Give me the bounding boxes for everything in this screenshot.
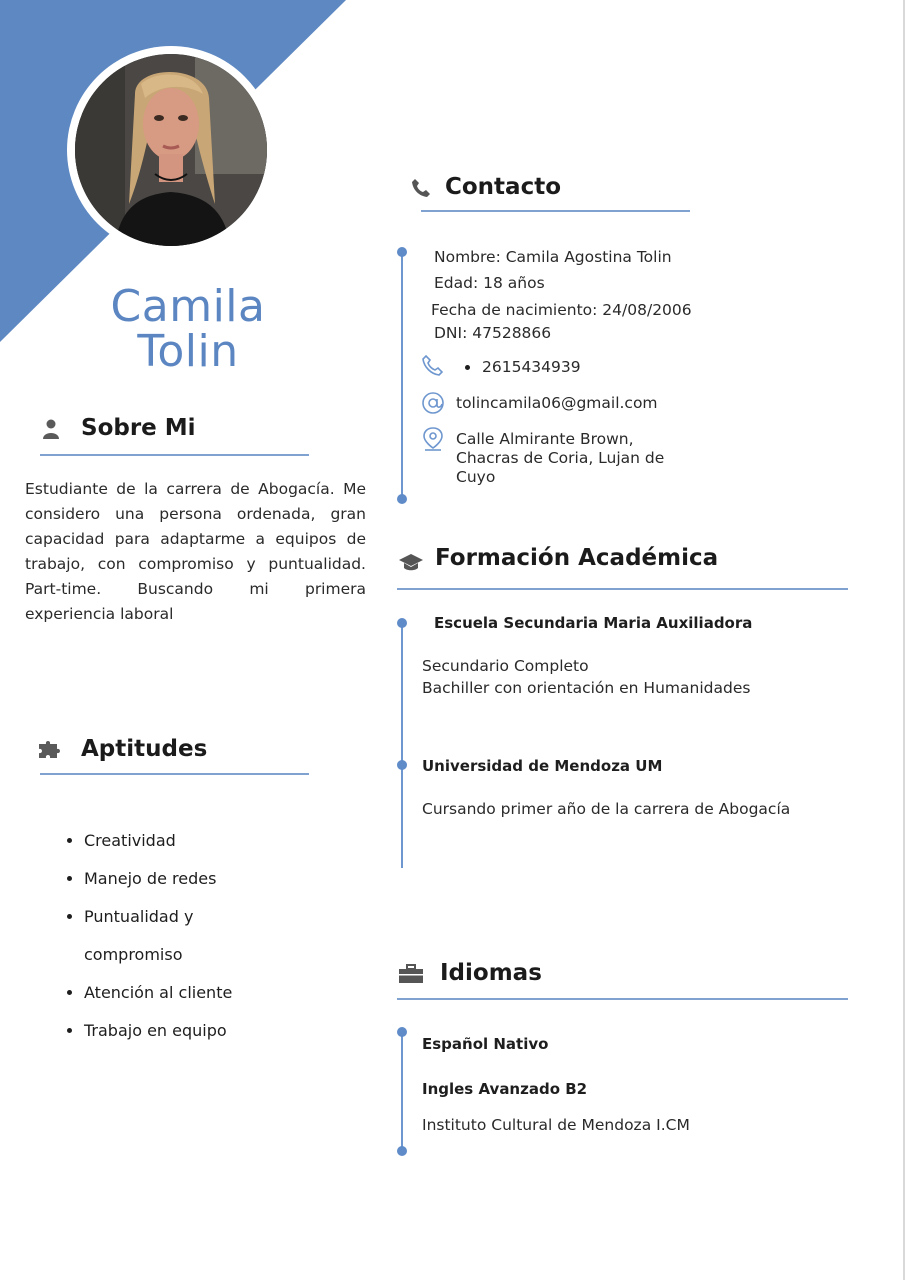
contact-timeline <box>401 252 403 499</box>
skill-item: • Manejo de redes <box>84 860 384 898</box>
phone-outline-icon <box>420 353 446 379</box>
skill-item: • Puntualidad y compromiso <box>84 898 234 974</box>
contact-dni: DNI: 47528866 <box>434 324 552 342</box>
about-text: Estudiante de la carrera de Abogacía. Me considero una persona ordenada, gran capacidad para adaptarme a equipos de trabajo, con compromiso y puntualidad. Part-time. Buscando mi primera experiencia laboral <box>25 480 366 623</box>
phone-bullet <box>465 365 470 370</box>
timeline-dot <box>397 1027 407 1037</box>
contact-rule <box>421 210 690 212</box>
last-name: Tolin <box>137 326 239 377</box>
location-pin-icon <box>420 425 446 453</box>
about-title: Sobre Mi <box>81 415 196 441</box>
languages-title: Idiomas <box>440 960 542 986</box>
skill-item: • Atención al cliente <box>84 974 384 1012</box>
education-school: Escuela Secundaria Maria Auxiliadora <box>434 614 753 632</box>
contact-address-line2: Chacras de Coria, Lujan de <box>456 449 665 467</box>
education-detail: Secundario Completo <box>422 657 589 675</box>
education-school: Universidad de Mendoza UM <box>422 757 663 775</box>
education-detail: Cursando primer año de la carrera de Abogacía <box>422 800 791 818</box>
timeline-dot <box>397 494 407 504</box>
education-rule <box>397 588 848 590</box>
at-sign-icon <box>420 390 446 416</box>
contact-name: Nombre: Camila Agostina Tolin <box>434 248 672 266</box>
languages-timeline <box>401 1032 403 1151</box>
timeline-dot <box>397 1146 407 1156</box>
skill-item: • Creatividad <box>84 822 384 860</box>
timeline-dot <box>397 760 407 770</box>
language-item: Ingles Avanzado B2 <box>422 1080 588 1098</box>
contact-phone[interactable]: 2615434939 <box>482 358 581 376</box>
skills-rule <box>40 773 309 775</box>
contact-birthdate: Fecha de nacimiento: 24/08/2006 <box>431 301 692 319</box>
contact-email[interactable]: tolincamila06@gmail.com <box>456 394 658 412</box>
skills-title: Aptitudes <box>81 736 208 762</box>
briefcase-icon <box>397 962 425 986</box>
language-item: Español Nativo <box>422 1035 549 1053</box>
skill-item: • Trabajo en equipo <box>84 1012 384 1050</box>
contact-title: Contacto <box>445 174 561 200</box>
graduation-cap-icon <box>397 550 425 574</box>
phone-icon <box>409 176 433 200</box>
timeline-dot <box>397 247 407 257</box>
contact-address-line1: Calle Almirante Brown, <box>456 430 634 448</box>
profile-photo <box>75 54 267 246</box>
contact-address-line3: Cuyo <box>456 468 496 486</box>
about-rule <box>40 454 309 456</box>
skills-list <box>58 822 384 1050</box>
person-icon <box>40 418 62 440</box>
contact-age: Edad: 18 años <box>434 274 545 292</box>
timeline-dot <box>397 618 407 628</box>
education-timeline <box>401 623 403 868</box>
first-name: Camila <box>110 281 266 332</box>
languages-rule <box>397 998 848 1000</box>
puzzle-icon <box>36 738 64 760</box>
education-title: Formación Académica <box>435 545 719 571</box>
education-detail: Bachiller con orientación en Humanidades <box>422 679 751 697</box>
language-institute: Instituto Cultural de Mendoza I.CM <box>422 1116 690 1134</box>
